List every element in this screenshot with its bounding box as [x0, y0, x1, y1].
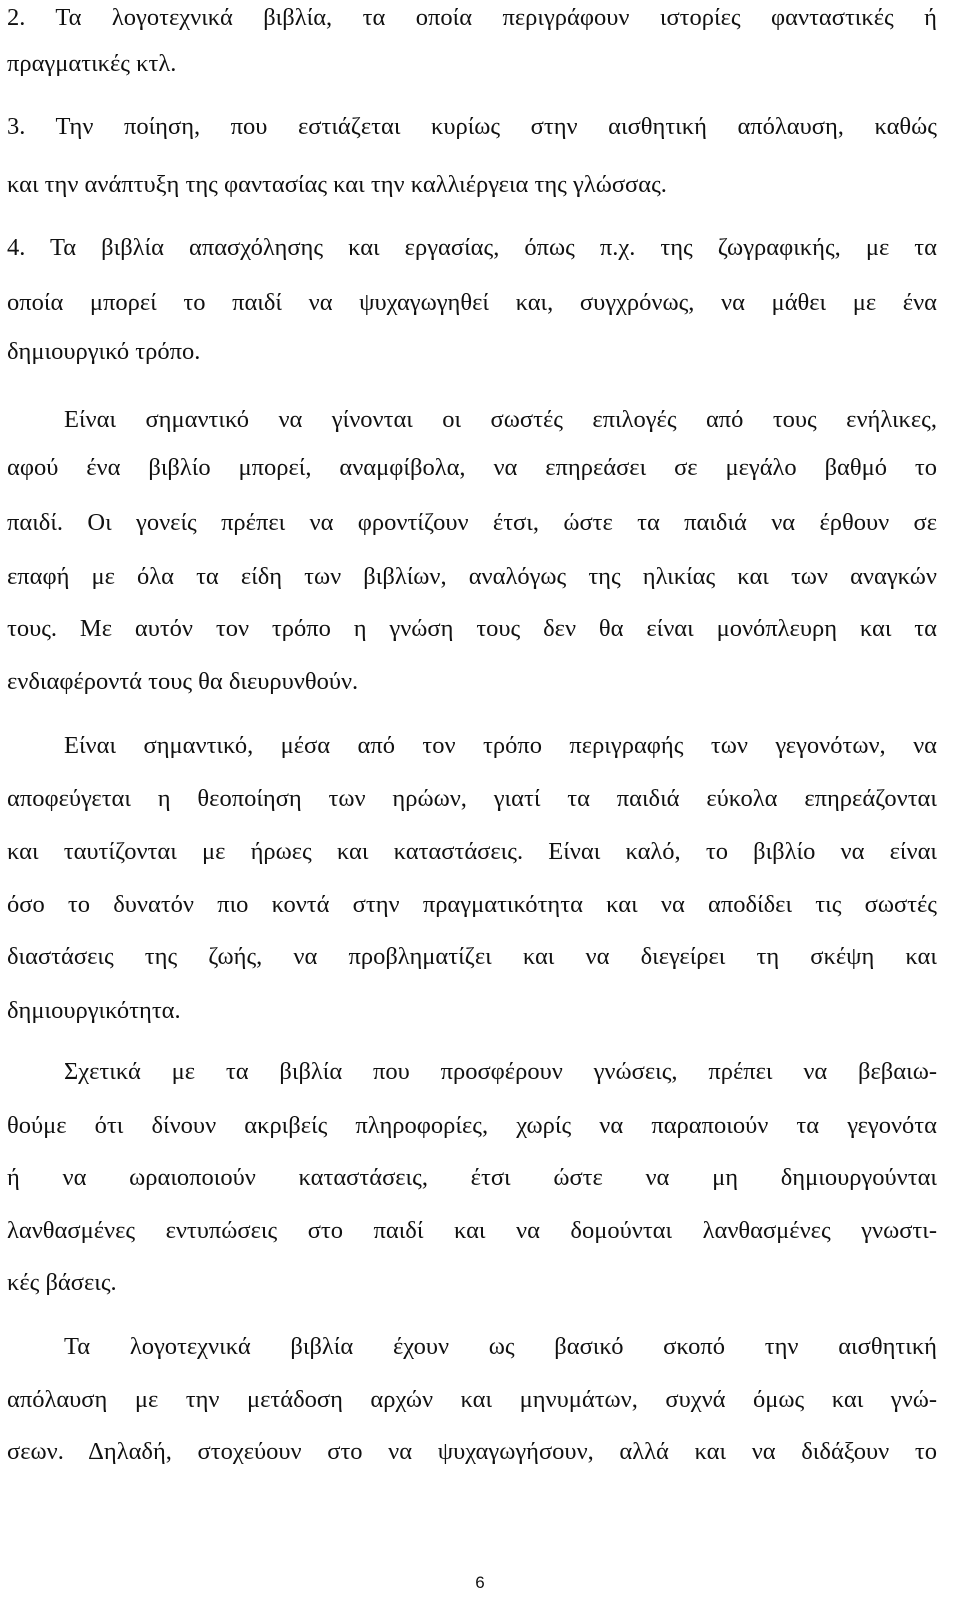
- text-line: διαστάσεις της ζωής, να προβληματίζει και να διεγείρει τη σκέψη και: [7, 943, 937, 970]
- text-line: πραγματικές κτλ.: [7, 50, 177, 77]
- text-line: απόλαυση με την μετάδοση αρχών και μηνυμάτων, συχνά όμως και γνώ-: [7, 1386, 937, 1413]
- text-line: 2. Τα λογοτεχνικά βιβλία, τα οποία περιγράφουν ιστορίες φανταστικές ή: [7, 4, 937, 31]
- text-line: και την ανάπτυξη της φαντασίας και την καλλιέργεια της γλώσσας.: [7, 171, 667, 198]
- text-line: τους. Με αυτόν τον τρόπο η γνώση τους δεν θα είναι μονόπλευρη και τα: [7, 615, 937, 642]
- paragraph-first-line: Σχετικά με τα βιβλία που προσφέρουν γνώσεις, πρέπει να βεβαιω-: [64, 1058, 937, 1085]
- text-line: 4. Τα βιβλία απασχόλησης και εργασίας, όπως π.χ. της ζωγραφικής, με τα: [7, 234, 937, 261]
- text-line: 3. Την ποίηση, που εστιάζεται κυρίως στην αισθητική απόλαυση, καθώς: [7, 113, 937, 140]
- text-line: θούμε ότι δίνουν ακριβείς πληροφορίες, χωρίς να παραποιούν τα γεγονότα: [7, 1112, 937, 1139]
- text-line: όσο το δυνατόν πιο κοντά στην πραγματικότητα και να αποδίδει τις σωστές: [7, 891, 937, 918]
- text-line: δημιουργικότητα.: [7, 997, 181, 1024]
- page-number: 6: [475, 1573, 485, 1592]
- paragraph-first-line: Είναι σημαντικό, μέσα από τον τρόπο περιγραφής των γεγονότων, να: [64, 732, 937, 759]
- text-line: επαφή με όλα τα είδη των βιβλίων, αναλόγως της ηλικίας και των αναγκών: [7, 563, 937, 590]
- paragraph-first-line: Τα λογοτεχνικά βιβλία έχουν ως βασικό σκοπό την αισθητική: [64, 1333, 937, 1360]
- text-line: οποία μπορεί το παιδί να ψυχαγωγηθεί και, συγχρόνως, να μάθει με ένα: [7, 289, 937, 316]
- paragraph-first-line: Είναι σημαντικό να γίνονται οι σωστές επιλογές από τους ενήλικες,: [64, 406, 937, 433]
- text-line: και ταυτίζονται με ήρωες και καταστάσεις. Είναι καλό, το βιβλίο να είναι: [7, 838, 937, 865]
- text-line: κές βάσεις.: [7, 1269, 117, 1296]
- text-line: σεων. Δηλαδή, στοχεύουν στο να ψυχαγωγήσουν, αλλά και να διδάξουν το: [7, 1438, 937, 1465]
- text-line: λανθασμένες εντυπώσεις στο παιδί και να δομούνται λανθασμένες γνωστι-: [7, 1217, 937, 1244]
- text-line: ενδιαφέροντά τους θα διευρυνθούν.: [7, 668, 359, 695]
- text-line: αποφεύγεται η θεοποίηση των ηρώων, γιατί τα παιδιά εύκολα επηρεάζονται: [7, 785, 937, 812]
- text-line: ή να ωραιοποιούν καταστάσεις, έτσι ώστε να μη δημιουργούνται: [7, 1164, 937, 1191]
- text-line: παιδί. Οι γονείς πρέπει να φροντίζουν έτσι, ώστε τα παιδιά να έρθουν σε: [7, 509, 937, 536]
- text-line: αφού ένα βιβλίο μπορεί, αναμφίβολα, να επηρεάσει σε μεγάλο βαθμό το: [7, 454, 937, 481]
- text-line: δημιουργικό τρόπο.: [7, 338, 201, 365]
